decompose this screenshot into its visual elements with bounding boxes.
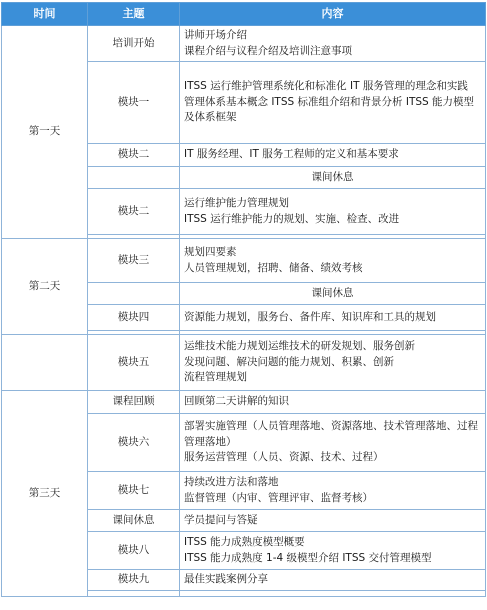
topic-cell: 课间休息 xyxy=(88,510,180,532)
topic-cell: 模块八 xyxy=(88,532,180,570)
topic-cell: 模块七 xyxy=(88,472,180,510)
topic-cell: 模块六 xyxy=(88,414,180,472)
content-cell xyxy=(180,144,486,167)
content-line: 持续改进方法和落地 xyxy=(184,476,279,488)
content-line: 最佳实践案例分享 xyxy=(184,573,268,585)
day-cell-3: 第三天 xyxy=(2,391,88,597)
topic-cell: 培训开始 xyxy=(88,26,180,62)
content-line: IT 服务经理、IT 服务工程师的定义和基本要求 xyxy=(184,148,399,161)
table-row xyxy=(2,26,486,62)
day-cell-empty xyxy=(2,335,88,391)
content-line: ITSS 运行维护能力的规划、实施、检查、改进 xyxy=(184,212,400,225)
content-line: 运维技术能力规划运维技术的研发规划、服务创新 xyxy=(184,340,415,353)
break-cell: 课间休息 xyxy=(180,283,486,305)
content-cell xyxy=(180,532,486,570)
content-cell xyxy=(180,570,486,591)
table-row xyxy=(2,335,486,391)
topic-cell: 模块二 xyxy=(88,144,180,167)
content-line: 发现问题、解决问题的能力规划、积累、创新 xyxy=(184,355,394,368)
content-line: 流程管理规划 xyxy=(184,371,247,384)
content-line: 讲师开场介绍 xyxy=(184,29,247,41)
content-cell xyxy=(180,189,486,235)
content-line: 服务运营管理（人员、资源、技术、过程） xyxy=(184,451,384,464)
content-line: 监督管理（内审、管理评审、监督考核） xyxy=(184,491,373,504)
content-line: 运行维护能力管理规划 xyxy=(184,197,289,209)
content-line: ITSS 能力成熟度 1-4 级模型介绍 ITSS 交付管理模型 xyxy=(184,551,432,564)
content-line: 管理体系基本概念 ITSS 标准组介绍和背景分析 ITSS 能力模型及体系框架 xyxy=(184,95,475,124)
content-line: 人员管理规划，招聘、储备、绩效考核 xyxy=(184,261,363,274)
day-cell-2: 第二天 xyxy=(2,239,88,335)
content-cell xyxy=(180,62,486,144)
content-line: ITSS 能力成熟度模型概要 xyxy=(184,536,305,548)
schedule-table xyxy=(1,2,486,597)
content-line: ITSS 运行维护管理系统化和标准化 IT 服务管理的理念和实践 xyxy=(184,80,468,93)
topic-cell-empty xyxy=(88,283,180,305)
content-cell xyxy=(180,335,486,391)
content-cell xyxy=(180,305,486,331)
topic-cell: 模块一 xyxy=(88,62,180,144)
topic-cell: 模块二 xyxy=(88,189,180,235)
table-row xyxy=(2,391,486,414)
content-line: 部署实施管理（人员管理落地、资源落地、技术管理落地、过程管理落地） xyxy=(184,420,478,448)
topic-cell-empty xyxy=(88,590,180,596)
day-cell-1: 第一天 xyxy=(2,26,88,239)
content-cell xyxy=(180,26,486,62)
content-line: 规划四要素 xyxy=(184,246,237,258)
topic-cell: 模块三 xyxy=(88,239,180,283)
content-cell xyxy=(180,239,486,283)
header-row xyxy=(2,3,486,26)
topic-cell: 课程回顾 xyxy=(88,391,180,414)
break-cell: 课间休息 xyxy=(180,167,486,189)
content-line: 回顾第二天讲解的知识 xyxy=(184,395,289,408)
content-cell xyxy=(180,391,486,414)
topic-cell: 模块九 xyxy=(88,570,180,591)
content-line: 资源能力规划，服务台、备件库、知识库和工具的规划 xyxy=(184,310,436,323)
content-cell-empty xyxy=(180,590,486,596)
table-row xyxy=(2,239,486,283)
content-line: 课程介绍与议程介绍及培训注意事项 xyxy=(184,44,352,57)
content-cell xyxy=(180,472,486,510)
topic-cell: 模块四 xyxy=(88,305,180,331)
content-line: 学员提问与答疑 xyxy=(184,513,258,526)
topic-cell-empty xyxy=(88,167,180,189)
topic-cell: 模块五 xyxy=(88,335,180,391)
header-time: 时间 xyxy=(2,3,88,26)
content-cell xyxy=(180,414,486,472)
header-topic: 主题 xyxy=(88,3,180,26)
content-cell xyxy=(180,510,486,532)
header-content: 内容 xyxy=(180,3,486,26)
